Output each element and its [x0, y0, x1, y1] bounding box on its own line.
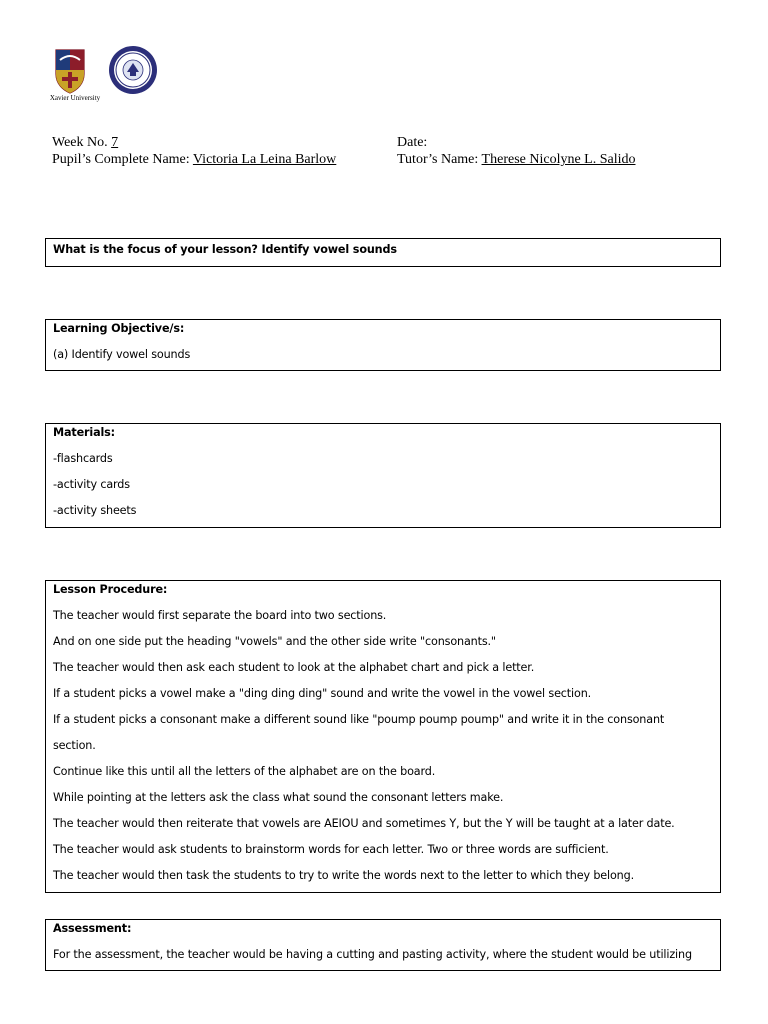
lesson-procedure-heading: Lesson Procedure:: [53, 583, 168, 596]
lesson-focus-box: [45, 238, 721, 267]
procedure-line: The teacher would ask students to brainstorm words for each letter. Two or three words are sufficient.: [53, 843, 609, 856]
learning-objectives-heading: Learning Objective/s:: [53, 322, 185, 335]
university-name: Xavier University: [49, 94, 101, 102]
header-left: [52, 134, 336, 168]
week-value: 7: [111, 135, 119, 150]
tutor-name-value: Therese Nicolyne L. Salido: [481, 152, 636, 167]
assessment-box: [45, 919, 721, 971]
tutor-name-label: Tutor’s Name:: [397, 152, 479, 167]
objective-item: (a) Identify vowel sounds: [53, 348, 191, 361]
pupil-name-label: Pupil’s Complete Name:: [52, 152, 190, 167]
procedure-line: If a student picks a vowel make a "ding ding ding" sound and write the vowel in the vowel section.: [53, 687, 592, 700]
material-item: -activity cards: [53, 478, 130, 491]
materials-box: [45, 423, 721, 528]
assessment-line: For the assessment, the teacher would be having a cutting and pasting activity, where the student would be utilizing: [53, 948, 692, 961]
procedure-line: The teacher would then ask each student to look at the alphabet chart and pick a letter.: [53, 661, 535, 674]
date-label: Date:: [397, 135, 428, 150]
procedure-line: The teacher would first separate the board into two sections.: [53, 609, 387, 622]
procedure-line: If a student picks a consonant make a different sound like "poump poump poump" and write it in the consonant: [53, 713, 665, 726]
procedure-line: Continue like this until all the letters of the alphabet are on the board.: [53, 765, 436, 778]
procedure-line: While pointing at the letters ask the class what sound the consonant letters make.: [53, 791, 504, 804]
procedure-line: The teacher would then task the students to try to write the words next to the letter to which they belong.: [53, 869, 634, 882]
lesson-procedure-box: [45, 580, 721, 893]
school-seal-icon: [108, 45, 158, 95]
procedure-line: The teacher would then reiterate that vowels are AEIOU and sometimes Y, but the Y will be taught at a later date.: [53, 817, 675, 830]
materials-heading: Materials:: [53, 426, 115, 439]
week-label: Week No.: [52, 135, 108, 150]
logos: [44, 44, 184, 108]
procedure-line: And on one side put the heading "vowels" and the other side write "consonants.": [53, 635, 496, 648]
assessment-heading: Assessment:: [53, 922, 132, 935]
learning-objectives-box: [45, 319, 721, 371]
lesson-focus-text: What is the focus of your lesson? Identify vowel sounds: [53, 243, 397, 256]
pupil-name-value: Victoria La Leina Barlow: [192, 152, 337, 167]
material-item: -activity sheets: [53, 504, 137, 517]
procedure-line: section.: [53, 739, 96, 752]
material-item: -flashcards: [53, 452, 113, 465]
header-right: [397, 134, 636, 168]
